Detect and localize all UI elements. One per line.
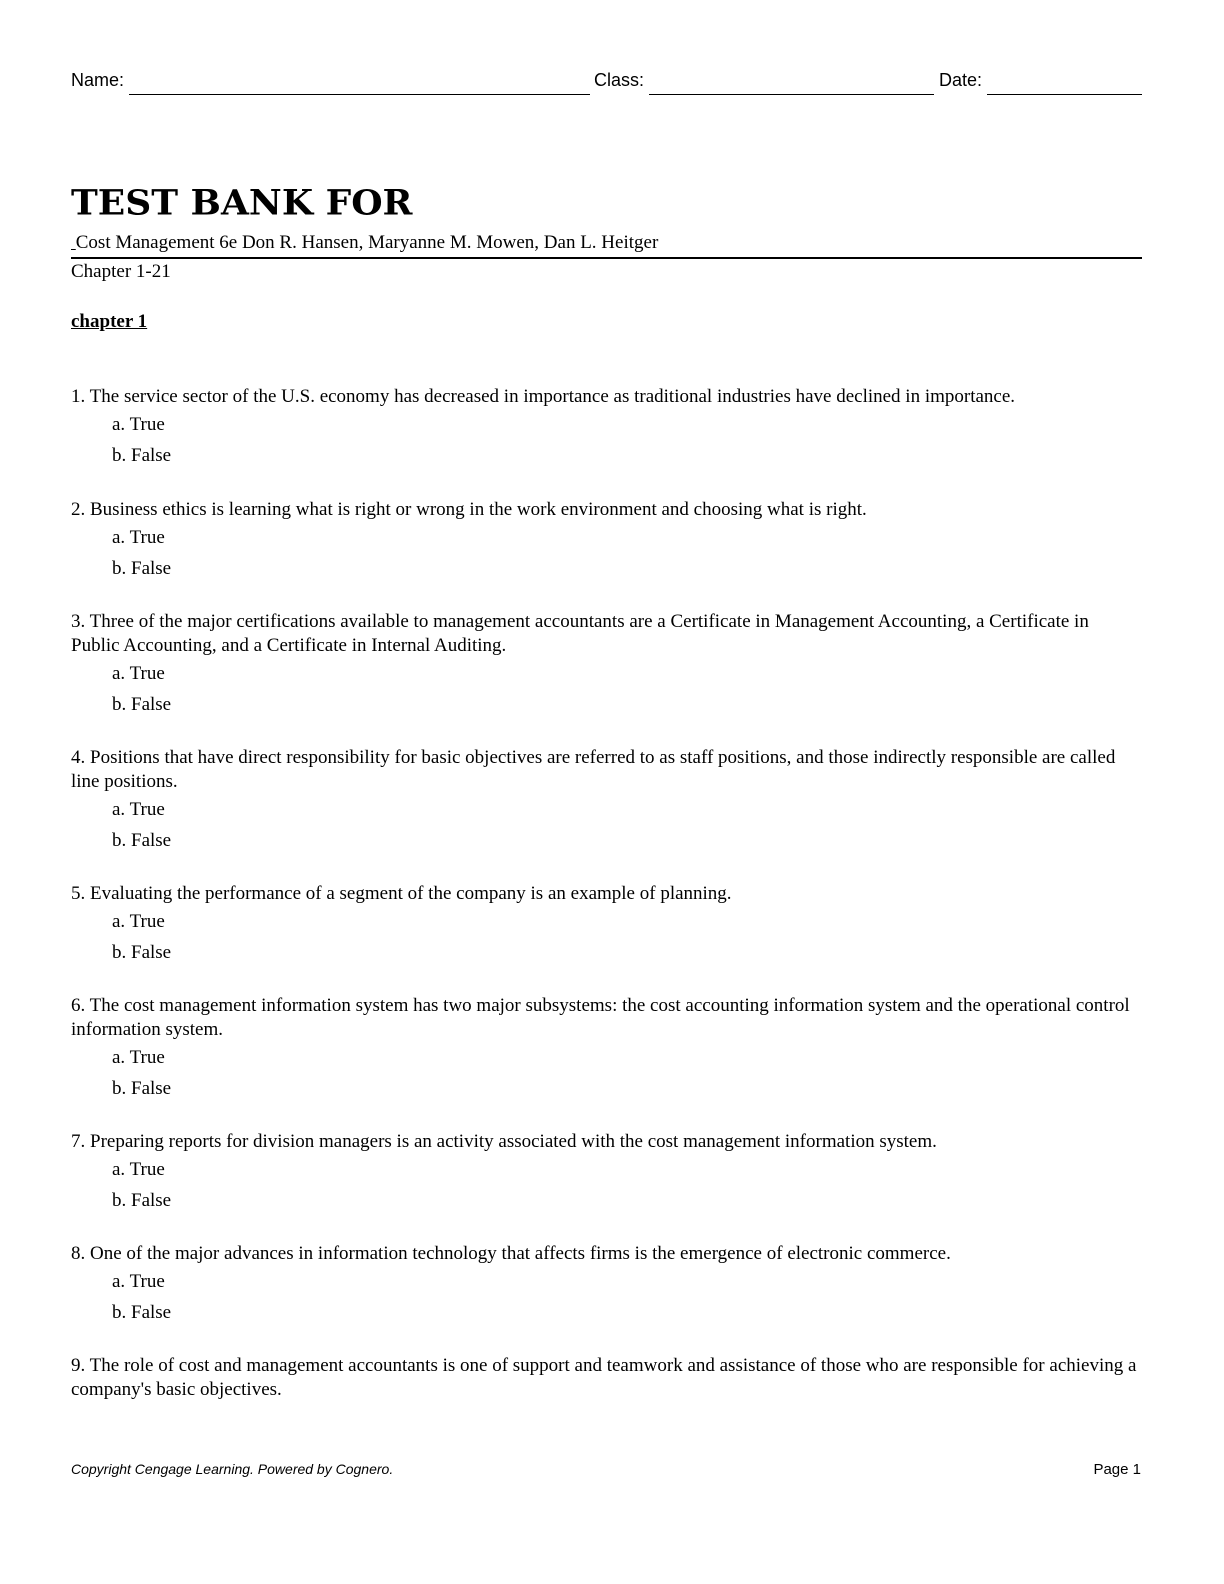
question-text: 9. The role of cost and management accountants is one of support and teamwork and assistance of those who are responsible for achieving a company's basic objectives.	[71, 1355, 1137, 1400]
page-number: Page 1	[1093, 1461, 1141, 1478]
option-a: a. True	[112, 911, 165, 932]
option-b: b. False	[112, 1078, 172, 1099]
page-title: TEST BANK FOR	[71, 183, 413, 224]
question-item	[71, 882, 1142, 965]
question-item	[71, 746, 1142, 853]
option-a: a. True	[112, 799, 165, 820]
option-a: a. True	[112, 414, 165, 435]
option-a: a. True	[112, 1047, 165, 1068]
date-label: Date:	[939, 70, 983, 90]
date-field-line	[987, 94, 1142, 95]
option-a: a. True	[112, 1159, 165, 1180]
question-item	[71, 498, 1142, 581]
option-b: b. False	[112, 1190, 172, 1211]
question-item	[71, 610, 1142, 717]
question-item	[71, 994, 1142, 1101]
footer-copyright: Copyright Cengage Learning. Powered by Cognero.	[71, 1461, 394, 1477]
class-field-line	[649, 94, 934, 95]
option-b: b. False	[112, 445, 172, 466]
question-text: 4. Positions that have direct responsibility for basic objectives are referred to as staff positions, and those indirectly responsible are called line positions.	[71, 747, 1116, 792]
question-item	[71, 1242, 1142, 1325]
chapter-range: Chapter 1-21	[71, 261, 171, 282]
option-b: b. False	[112, 558, 172, 579]
option-b: b. False	[112, 1302, 172, 1323]
book-citation-text: Cost Management 6e Don R. Hansen, Maryanne M. Mowen, Dan L. Heitger	[75, 232, 659, 253]
question-list	[71, 385, 1142, 1402]
question-item	[71, 1130, 1142, 1213]
option-a: a. True	[112, 663, 165, 684]
question-text: 1. The service sector of the U.S. economy has decreased in importance as traditional industries have declined in importance.	[71, 386, 1016, 407]
header-fields	[71, 70, 1142, 96]
question-item	[71, 385, 1142, 468]
question-text: 6. The cost management information system has two major subsystems: the cost accounting information system and the operational control information system.	[71, 995, 1130, 1040]
question-text: 8. One of the major advances in information technology that affects firms is the emergence of electronic commerce.	[71, 1243, 951, 1264]
class-label: Class:	[594, 70, 645, 90]
question-text: 7. Preparing reports for division managers is an activity associated with the cost management information system.	[71, 1131, 937, 1152]
option-b: b. False	[112, 942, 172, 963]
name-label: Name:	[71, 70, 125, 90]
name-field-line	[129, 94, 590, 95]
option-b: b. False	[112, 694, 172, 715]
option-b: b. False	[112, 830, 172, 851]
book-citation	[71, 231, 1142, 259]
question-text: 3. Three of the major certifications available to management accountants are a Certificate in Management Accounting, a Certificate in Public Accounting, and a Certificate in Internal Auditing.	[71, 611, 1089, 656]
question-text: 2. Business ethics is learning what is right or wrong in the work environment and choosing what is right.	[71, 499, 867, 520]
option-a: a. True	[112, 527, 165, 548]
question-text: 5. Evaluating the performance of a segment of the company is an example of planning.	[71, 883, 732, 904]
chapter-heading: chapter 1	[71, 311, 148, 332]
option-a: a. True	[112, 1271, 165, 1292]
question-item	[71, 1354, 1142, 1402]
